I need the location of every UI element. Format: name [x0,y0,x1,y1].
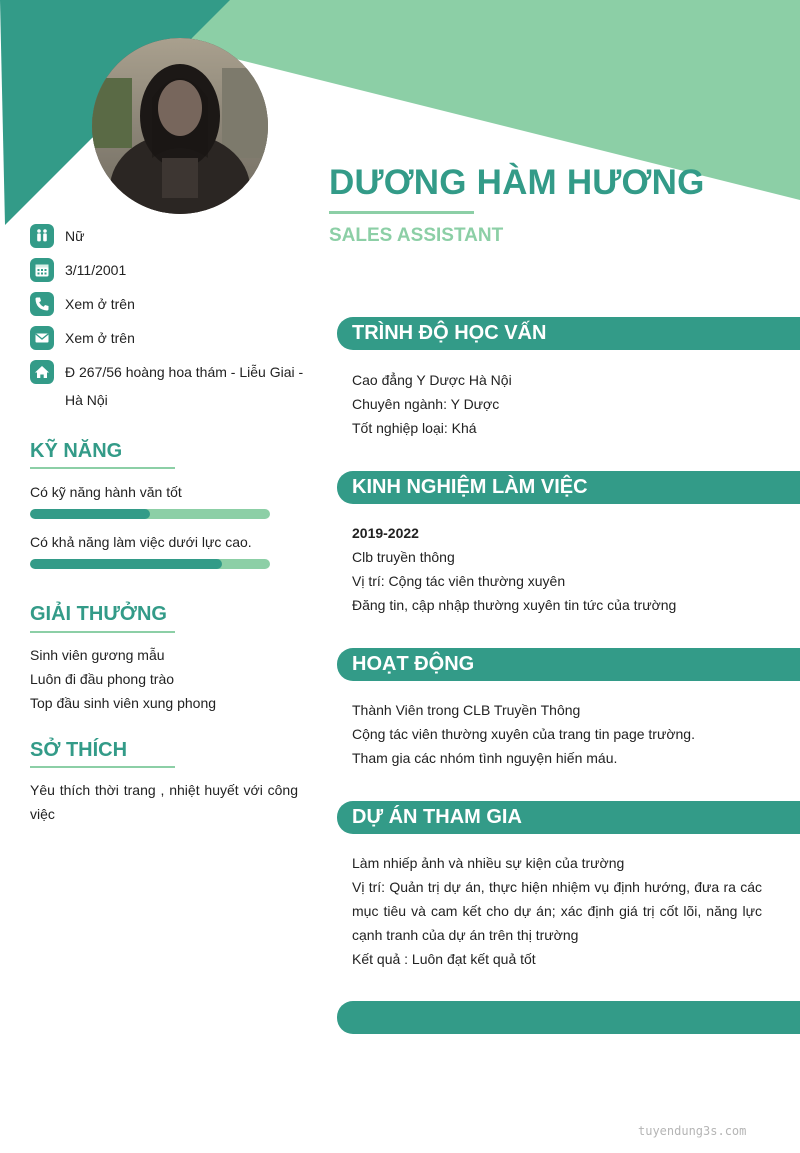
phone-text: Xem ở trên [65,296,135,312]
award-item-1: Sinh viên gương mẫu [30,647,165,663]
projects-line-2: Vị trí: Quản trị dự án, thực hiện nhiệm vụ định hướng, đưa ra các mục tiêu và cam kết cho dự án; xác định giá trị cốt lõi, năng lực cạnh tranh của dự án trên thị trường [352,879,762,943]
experience-line-1: Clb truyền thông [352,549,455,565]
hobbies-title: SỞ THÍCH [30,739,128,761]
projects-line-1: Làm nhiếp ảnh và nhiều sự kiện của trường [352,855,625,871]
contact-phone [30,292,315,318]
candidate-name: DƯƠNG HÀM HƯƠNG [329,163,705,202]
job-title: SALES ASSISTANT [329,225,504,246]
address-text [65,358,315,414]
home-icon [30,360,54,384]
skill-bar-1 [30,509,270,519]
experience-period: 2019-2022 [352,525,419,541]
calendar-icon [30,258,54,282]
hobbies-text: Yêu thích thời trang , nhiệt huyết với công việc [30,782,298,822]
projects-body [352,851,762,971]
contact-address [30,360,315,414]
skill-bar-fill-1 [30,509,150,519]
contact-birthday [30,258,315,284]
profile-photo [92,38,268,214]
education-line-3: Tốt nghiệp loại: Khá [352,420,477,436]
experience-body [352,521,762,617]
awards-underline [30,631,175,633]
education-body [352,368,762,440]
award-item-3: Top đầu sinh viên xung phong [30,695,217,711]
activities-header: HOẠT ĐỘNG [337,648,800,681]
projects-header: DỰ ÁN THAM GIA [337,801,800,834]
gender-text: Nữ [65,228,85,244]
contact-gender [30,224,315,250]
skill-label-2: Có khả năng làm việc dưới lực cao. [30,534,252,550]
address-line-2: Hà Nội [65,392,108,408]
hobbies-underline [30,766,175,768]
gender-icon [30,224,54,248]
name-underline [329,211,474,214]
experience-line-3: Đăng tin, cập nhập thường xuyên tin tức của trường [352,597,677,613]
experience-header: KINH NGHIỆM LÀM VIỆC [337,471,800,504]
skills-underline [30,467,175,469]
profile-photo-graphic [92,38,268,214]
address-line-1: Đ 267/56 hoàng hoa thám - Liễu Giai - [65,364,304,380]
award-item-2: Luôn đi đầu phong trào [30,671,175,687]
projects-line-3: Kết quả : Luôn đạt kết quả tốt [352,951,536,967]
awards-title: GIẢI THƯỞNG [30,603,167,625]
activities-body [352,698,762,770]
activities-line-2: Cộng tác viên thường xuyên của trang tin page trường. [352,726,695,742]
watermark-text: tuyendung3s.com [638,1124,747,1138]
birthday-text: 3/11/2001 [65,262,127,278]
education-line-2: Chuyên ngành: Y Dược [352,396,500,412]
skills-title: KỸ NĂNG [30,440,123,462]
activities-line-3: Tham gia các nhóm tình nguyện hiến máu. [352,750,618,766]
contact-email [30,326,315,352]
skill-label-1: Có kỹ năng hành văn tốt [30,484,182,500]
skill-bar-fill-2 [30,559,222,569]
email-icon [30,326,54,350]
empty-section-header [337,1001,800,1034]
activities-line-1: Thành Viên trong CLB Truyền Thông [352,702,581,718]
experience-line-2: Vị trí: Cộng tác viên thường xuyên [352,573,566,589]
education-line-1: Cao đẳng Y Dược Hà Nội [352,372,512,388]
education-header: TRÌNH ĐỘ HỌC VẤN [337,317,800,350]
skill-bar-2 [30,559,270,569]
email-text: Xem ở trên [65,330,135,346]
phone-icon [30,292,54,316]
